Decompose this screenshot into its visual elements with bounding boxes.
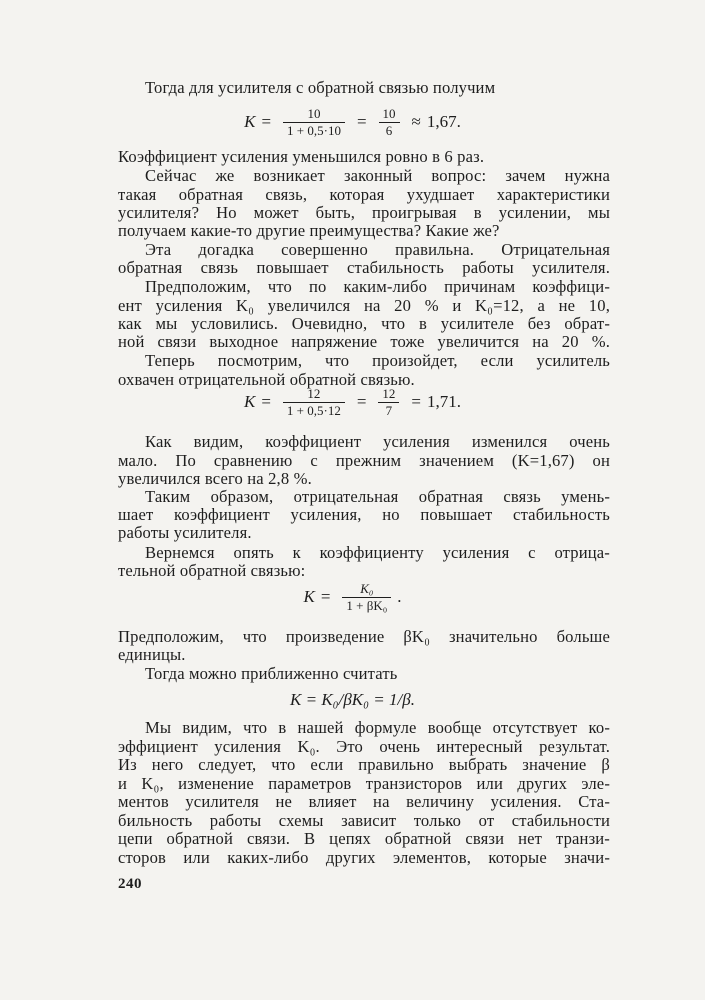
text-line: ментов усилителя не влияет на величину усиления. Ста- <box>118 792 610 811</box>
fraction-denominator: 7 <box>385 402 393 418</box>
fraction <box>378 386 399 419</box>
fraction-denominator: 1 + 0,5·10 <box>287 122 341 138</box>
fraction-numerator: 12 <box>307 385 321 401</box>
text-line: обратная связь повышает стабильность работы усилителя. <box>118 258 610 277</box>
formula-lhs: K <box>244 112 256 131</box>
formula-lhs: K <box>303 587 315 606</box>
text-line: Эта догадка совершенно правильна. Отрицательная <box>145 240 610 259</box>
page-number: 240 <box>118 876 142 892</box>
fraction-denominator: 6 <box>385 122 393 138</box>
text-line: Предположим, что произведение βK₀ значительно больше <box>118 627 610 646</box>
formula-lhs: K <box>243 392 256 411</box>
formula-k-12 <box>0 382 705 422</box>
text-line: Как видим, коэффициент усиления изменился очень <box>145 432 610 451</box>
fraction-denominator: 1 + 0,5·12 <box>286 402 341 418</box>
fraction-numerator: 10 <box>382 105 396 121</box>
text-line: Коэффициент усиления уменьшился ровно в 6 раз. <box>118 147 485 166</box>
text-line: Мы видим, что в нашей формуле вообще отсутствует ко- <box>145 718 610 737</box>
text-line: единицы. <box>118 645 186 664</box>
formula-eq: = <box>356 392 367 411</box>
text-line: Таким образом, отрицательная обратная связь умень- <box>145 487 610 506</box>
text-line: Предположим, что по каким-либо причинам коэффици- <box>145 277 610 296</box>
formula-eq: = <box>356 112 367 131</box>
text-line: цепи обратной связи. В цепях обратной связи нет транзи- <box>118 829 610 848</box>
formula-k-approx <box>0 688 705 712</box>
text-line: усилителя? Но может быть, проигрывая в усилении, мы <box>118 203 610 222</box>
text-line: получаем какие-то другие преимущества? Какие же? <box>118 221 500 240</box>
text-line: Тогда можно приближенно считать <box>145 664 398 683</box>
text-line: Вернемся опять к коэффициенту усиления с отрица- <box>145 543 610 562</box>
text-line: как мы условились. Очевидно, что в усилителе без обрат- <box>118 314 610 333</box>
fraction-denominator: 1 + βK₀ <box>346 597 388 613</box>
text-line: охвачен отрицательной обратной связью. <box>118 370 415 389</box>
text-line: Сейчас же возникает законный вопрос: зачем нужна <box>145 166 610 185</box>
text-line: мало. По сравнению с прежним значением (K=1,67) он <box>118 451 610 470</box>
text-line: и K₀, изменение параметров транзисторов или других эле- <box>118 774 610 793</box>
formula-eq: = <box>261 112 272 131</box>
fraction <box>283 106 345 139</box>
formula-eq: = <box>261 392 271 411</box>
formula-tail: . <box>397 587 402 606</box>
text-line: такая обратная связь, которая ухудшает характеристики <box>118 185 610 204</box>
text-line: работы усилителя. <box>118 523 252 542</box>
fraction <box>283 386 345 419</box>
text-line: ной связи выходное напряжение тоже увеличится на 20 %. <box>118 332 610 351</box>
text-line: сторов или каких-либо других элементов, которые значи- <box>118 848 610 867</box>
text-line: Теперь посмотрим, что произойдет, если усилитель <box>145 351 610 370</box>
fraction <box>342 581 391 614</box>
formula-eq: = <box>411 392 422 411</box>
formula-result: 1,67. <box>426 112 461 131</box>
text-line: эффициент усиления K₀. Это очень интересный результат. <box>118 737 610 756</box>
formula-text: K = K₀/βK₀ = 1/β. <box>290 690 415 709</box>
text-line: Тогда для усилителя с обратной связью получим <box>145 78 496 97</box>
formula-approx: ≈ <box>411 112 421 131</box>
text-line: шает коэффициент усиления, но повышает стабильность <box>118 505 610 524</box>
fraction <box>379 106 400 139</box>
fraction-numerator: K₀ <box>360 580 374 596</box>
text-line: тельной обратной связью: <box>118 561 306 580</box>
text-line: ент усиления K₀ увеличился на 20 % и K₀=12, а не 10, <box>118 296 610 315</box>
text-line: увеличился всего на 2,8 %. <box>118 469 312 488</box>
fraction-numerator: 12 <box>382 385 396 401</box>
formula-result: 1,71. <box>427 392 462 411</box>
formula-eq: = <box>320 587 331 606</box>
formula-k-10 <box>0 102 705 142</box>
formula-k-general <box>0 576 705 618</box>
text-line: Из него следует, что если правильно выбрать значение β <box>118 755 610 774</box>
text-line: бильность работы схемы зависит только от стабильности <box>118 811 610 830</box>
fraction-numerator: 10 <box>307 105 321 121</box>
